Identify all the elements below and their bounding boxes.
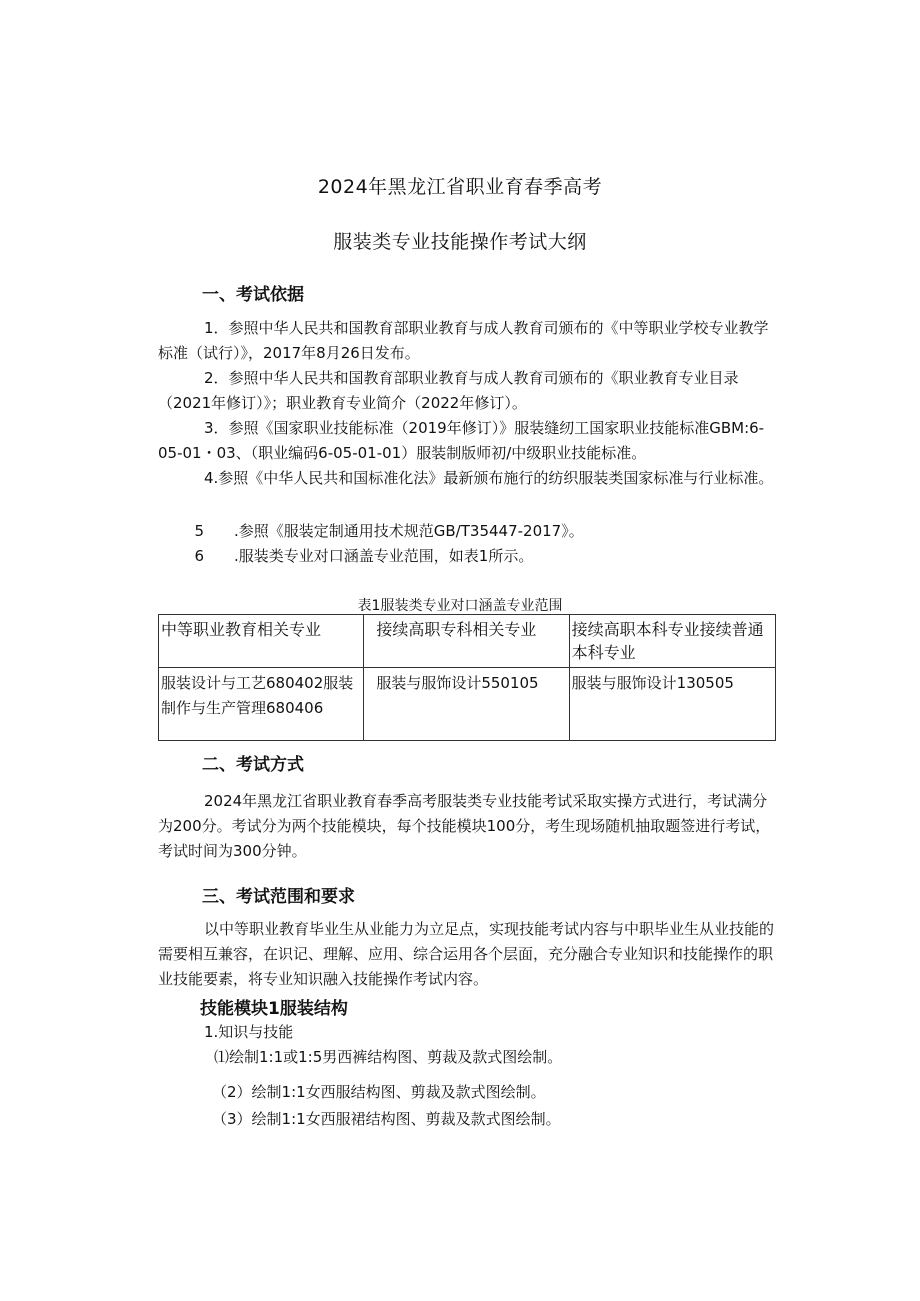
- table-header-row: [159, 615, 776, 668]
- table-header-cell: 接续高职专科相关专业: [364, 615, 569, 668]
- knowledge-skill-subheading: 1.知识与技能: [204, 1023, 294, 1041]
- module-heading: 技能模块1服装结构: [200, 999, 348, 1019]
- basis-item-3: 3．参照《国家职业技能标准（2019年修订）》服装缝纫工国家职业技能标准GBM:6-05-01・03、（职业编码6-05-01-01）服装制版师初/中级职业技能标准。: [158, 419, 765, 462]
- basis-item-5-text: .参照《服装定制通用技术规范GB/T35447-2017》。: [234, 522, 584, 540]
- table-cell: 服装设计与工艺680402服装制作与生产管理680406: [159, 668, 364, 741]
- table-cell: 服装与服饰设计130505: [569, 668, 775, 741]
- table-header-cell: 接续高职本科专业接续普通本科专业: [569, 615, 775, 668]
- skill-point-3: （3）绘制1:1女西服裙结构图、剪裁及款式图绘制。: [212, 1110, 561, 1128]
- document-title-line2: 服装类专业技能操作考试大纲: [333, 231, 587, 253]
- document-title-line1: 2024年黑龙江省职业育春季高考: [317, 176, 603, 198]
- section2-heading: 二、考试方式: [202, 755, 304, 775]
- basis-item-6: [158, 545, 533, 566]
- basis-item-5: [158, 520, 584, 541]
- section2-paragraph: 2024年黑龙江省职业教育春季高考服装类专业技能考试采取实操方式进行，考试满分为200分。考试分为两个技能模块，每个技能模块100分，考生现场随机抽取题签进行考试，考试时间为300分钟。: [158, 792, 771, 860]
- basis-item-6-text: .服装类专业对口涵盖专业范围，如表1所示。: [234, 547, 534, 565]
- basis-item-5-number: 5: [194, 522, 204, 540]
- basis-item-4: 4.参照《中华人民共和国标准化法》最新颁布施行的纺织服装类国家标准与行业标准。: [204, 469, 774, 487]
- skill-point-2: （2）绘制1:1女西服结构图、剪裁及款式图绘制。: [212, 1083, 546, 1101]
- basis-item-1: 1．参照中华人民共和国教育部职业教育与成人教育司颁布的《中等职业学校专业教学标准（试行）》，2017年8月26日发布。: [158, 319, 769, 362]
- major-scope-table: [158, 614, 776, 741]
- section3-heading: 三、考试范围和要求: [202, 887, 355, 907]
- table-caption: 表1服装类专业对口涵盖专业范围: [357, 598, 563, 614]
- basis-item-2: 2．参照中华人民共和国教育部职业教育与成人教育司颁布的《职业教育专业目录（2021年修订）》；职业教育专业简介（2022年修订）。: [158, 369, 739, 412]
- table-header-cell: 中等职业教育相关专业: [159, 615, 364, 668]
- basis-item-6-number: 6: [194, 547, 204, 565]
- section1-heading: 一、考试依据: [202, 285, 304, 305]
- table-row: [159, 668, 776, 741]
- table-cell: 服装与服饰设计550105: [364, 668, 569, 741]
- skill-point-1: ⑴绘制1:1或1:5男西裤结构图、剪裁及款式图绘制。: [214, 1048, 563, 1066]
- section3-paragraph: 以中等职业教育毕业生从业能力为立足点，实现技能考试内容与中职毕业生从业技能的需要相互兼容，在识记、理解、应用、综合运用各个层面，充分融合专业知识和技能操作的职业技能要素，将专业知识融入技能操作考试内容。: [158, 920, 775, 988]
